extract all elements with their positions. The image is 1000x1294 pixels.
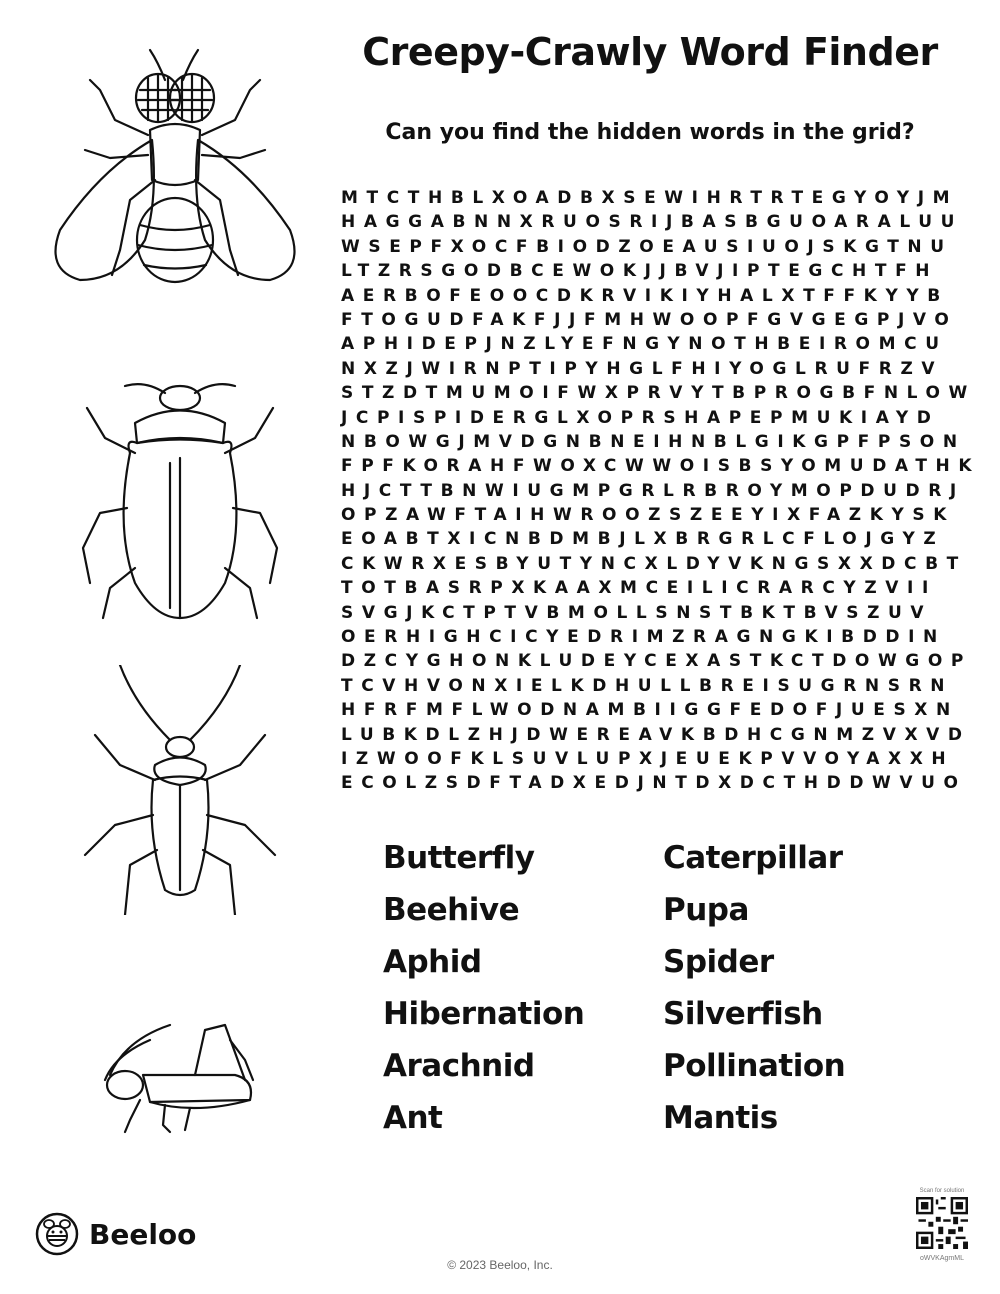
word-item: Silverfish	[663, 996, 823, 1032]
copyright-footer: © 2023 Beeloo, Inc.	[447, 1258, 553, 1272]
grid-row: TOTBASRPXKAAXMCEILICRARCYZVII	[341, 578, 937, 599]
grid-row: LUBKDLZHJDWEREAVKBDHCGNMZVXVD	[341, 724, 971, 745]
bee-logo-icon	[35, 1212, 79, 1256]
word-item: Butterfly	[383, 840, 535, 876]
grid-row: LTZRSGODBCEWOKJJBVJIPTEGCHTFH	[341, 261, 939, 282]
word-search-grid	[341, 186, 981, 796]
grid-row: SVGJKCTPTVBMOLLSNSTBKTBVSZUV	[341, 602, 933, 623]
grid-row: JCPISPIDERGLXOPRSHAPEPMUKIAYD	[341, 407, 940, 428]
word-item: Beehive	[383, 892, 520, 928]
grid-row: FTOGUDFAKFJJFMHWOOPFGVGEGPJVO	[341, 309, 958, 330]
grid-row: EOABTXICNBDMBJLXBRGRLCFLOJGYZ	[341, 529, 945, 550]
word-item: Hibernation	[383, 996, 585, 1032]
grid-row: WSEPFXOCFBIODZOEAUSIUOJSKGTNU	[341, 236, 953, 257]
grid-row: NBOWGJMVDGNBNEIHNBLGIKGPFPSON	[341, 431, 966, 452]
word-item: Ant	[383, 1100, 443, 1136]
grid-row: OPZAWFTAIHWROOZSZEEYIXFAZKYSK	[341, 505, 956, 526]
grid-row: STZDTMUMOIFWXPRVYTBPROGBFNLOW	[341, 383, 976, 404]
grid-row: CKWRXESBYUTYNCXLDYVKNGSXXDCBT	[341, 553, 967, 574]
beetle-illustration	[75, 368, 285, 628]
grid-row: OERHIGHCICYEDRIMZRAGNGKIBDDIN	[341, 627, 946, 648]
brand-name: Beeloo	[89, 1217, 197, 1251]
word-item: Spider	[663, 944, 774, 980]
cockroach-illustration	[75, 665, 285, 915]
grid-row: NXZJWIRNPTIPYHGLFHIYOGLRUFRZV	[341, 358, 944, 379]
grid-row: APHIDEPJNZLYEFNGYNOTHBEIROMCU	[341, 334, 948, 355]
grid-row: FPFKORAHFWOXCWWOISBSYOMUDATHK	[341, 456, 981, 477]
word-item: Pupa	[663, 892, 749, 928]
word-item: Arachnid	[383, 1048, 535, 1084]
grid-row: ECOLZSDFTADXEDJNTDXDCTHDDWVUO	[341, 773, 967, 794]
page-title: Creepy-Crawly Word Finder	[362, 30, 938, 74]
word-item: Caterpillar	[663, 840, 843, 876]
brand-logo	[35, 1211, 196, 1257]
word-item: Pollination	[663, 1048, 846, 1084]
word-item: Aphid	[383, 944, 482, 980]
grid-row: HAGGABNNXRUOSRIJBASBGUOARALUU	[341, 212, 964, 233]
grid-row: HJCTTBNWIUGMPGRLRBROYMOPDUDRJ	[341, 480, 965, 501]
qr-label: Scan for solution	[919, 1188, 965, 1194]
grid-row: MTCTHBLXOADBXSEWIHRTRTEGYOYJM	[341, 188, 959, 208]
grid-row: AERBOFEOOCDKRVIKIYHALXTFFKYYB	[341, 285, 949, 306]
solution-qr[interactable]	[912, 1188, 972, 1262]
grid-row: TCVHVONXIELKDHULLBREISUGRNSRN	[341, 675, 954, 696]
fly-illustration	[40, 40, 310, 300]
word-item: Mantis	[663, 1100, 778, 1136]
grid-row: IZWOOFKLSUVLUPXJEUEKPVVOYAXXH	[341, 748, 955, 769]
page-subtitle: Can you find the hidden words in the grid?	[385, 120, 915, 145]
grid-row: DZCYGHONKLUDEYCEXASTKCTDOWGOP	[341, 651, 972, 672]
grid-row: HFRFMFLWODNAMBIIGGFEDOFJUESXN	[341, 700, 959, 721]
cricket-illustration	[85, 1020, 270, 1135]
qr-code-icon	[916, 1197, 968, 1249]
qr-code-text: oWVKAgmML	[920, 1255, 964, 1262]
